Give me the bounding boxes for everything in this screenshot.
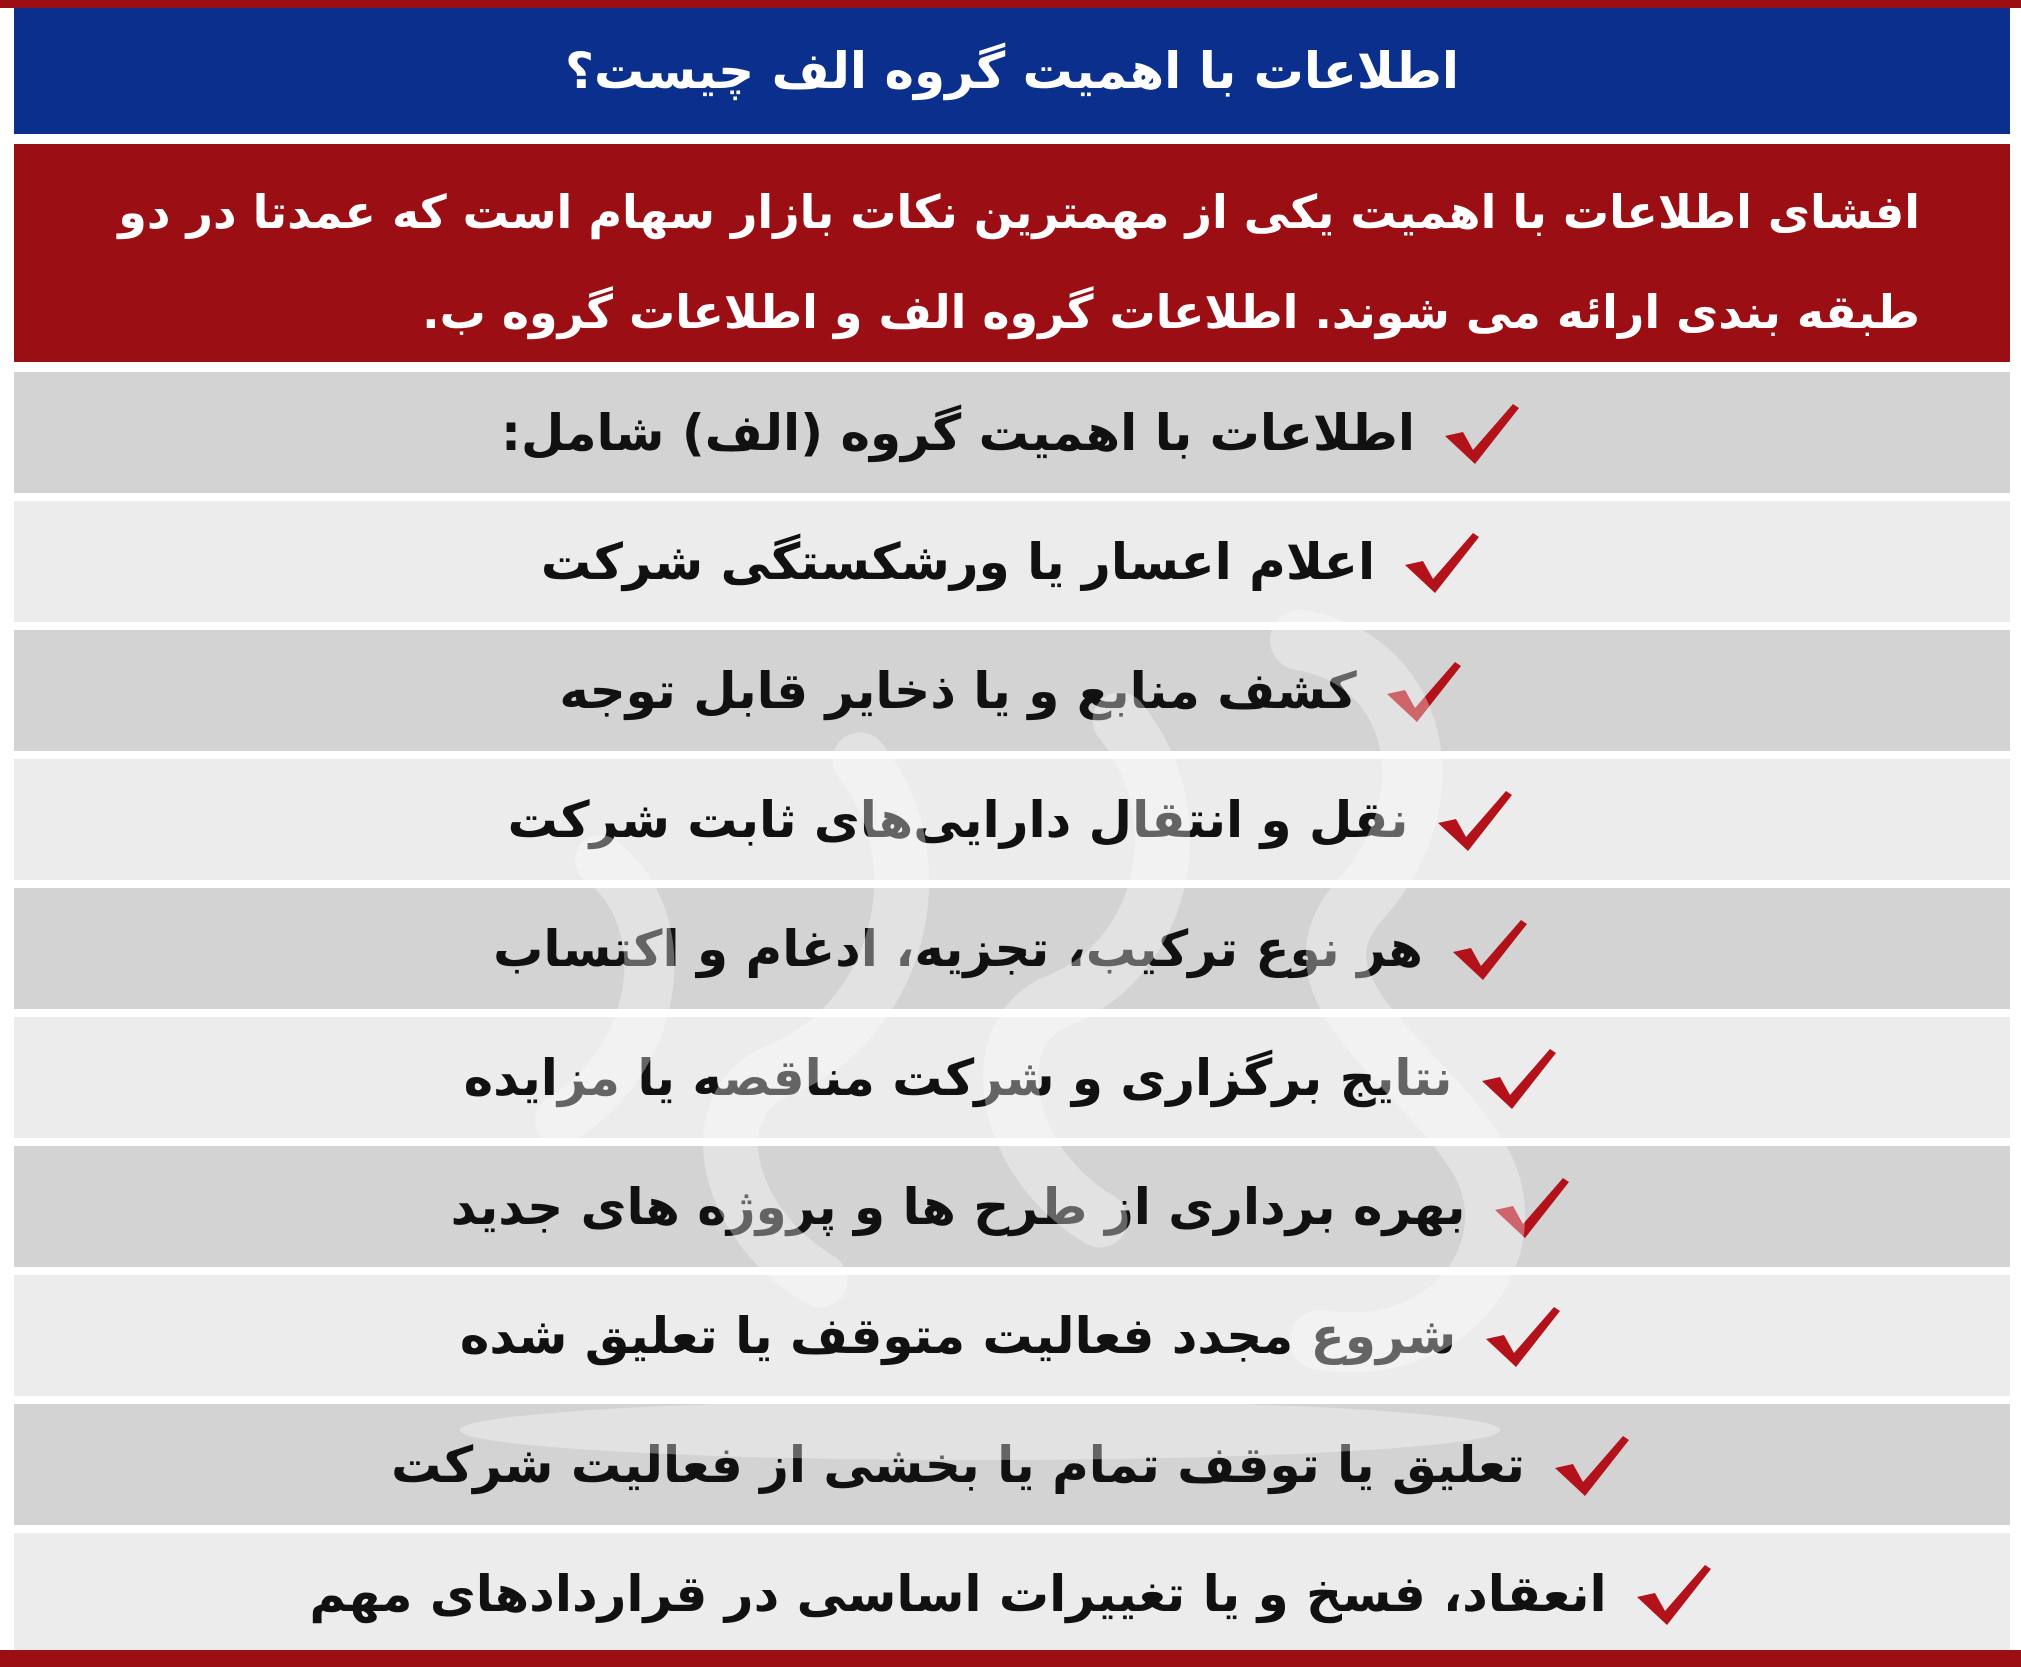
check-icon [1441,398,1523,468]
list-item [14,1533,2010,1654]
bottom-border [0,1650,2021,1667]
list-item-text: شروع مجدد فعالیت متوقف یا تعلیق شده [459,1306,1457,1365]
check-icon [1449,914,1531,984]
list-item-header [14,372,2010,493]
list-item-text: بهره برداری از طرح ها و پروژه های جدید [450,1177,1466,1236]
intro-box [14,144,2010,362]
list-item-text: کشف منابع و یا ذخایر قابل توجه [559,661,1357,720]
list-item-text: نقل و انتقال دارایی‌های ثابت شرکت [507,790,1409,849]
list-item [14,1404,2010,1525]
check-icon [1478,1043,1560,1113]
check-icon [1491,1172,1573,1242]
list-item [14,888,2010,1009]
check-icon [1633,1559,1715,1629]
list-item-text: اطلاعات با اهمیت گروه (الف) شامل: [500,403,1416,462]
check-icon [1482,1301,1564,1371]
list-item [14,1146,2010,1267]
list-item [14,1017,2010,1138]
title-bar [14,8,2010,134]
intro-line-1: افشای اطلاعات با اهمیت یکی از مهمترین نکات بازار سهام است که عمدتا در دو [118,185,1920,239]
list-item-text: اعلام اعسار یا ورشکستگی شرکت [540,532,1376,591]
list-item [14,501,2010,622]
check-icon [1434,785,1516,855]
check-icon [1551,1430,1633,1500]
page-title: اطلاعات با اهمیت گروه الف چیست؟ [564,42,1460,100]
list-item [14,1275,2010,1396]
list-item [14,630,2010,751]
list-item [14,759,2010,880]
list-item-text: انعقاد، فسخ و یا تغییرات اساسی در قراردادهای مهم [309,1564,1607,1623]
top-border [0,0,2021,8]
check-icon [1383,656,1465,726]
list-item-text: تعلیق یا توقف تمام یا بخشی از فعالیت شرکت [391,1435,1525,1494]
list-item-text: نتایج برگزاری و شرکت مناقصه یا مزایده [463,1048,1453,1107]
check-icon [1401,527,1483,597]
list-item-text: هر نوع ترکیب، تجزیه، ادغام و اکتساب [493,919,1423,978]
intro-line-2: طبقه بندی ارائه می شوند. اطلاعات گروه الف و اطلاعات گروه ب. [422,285,1920,339]
